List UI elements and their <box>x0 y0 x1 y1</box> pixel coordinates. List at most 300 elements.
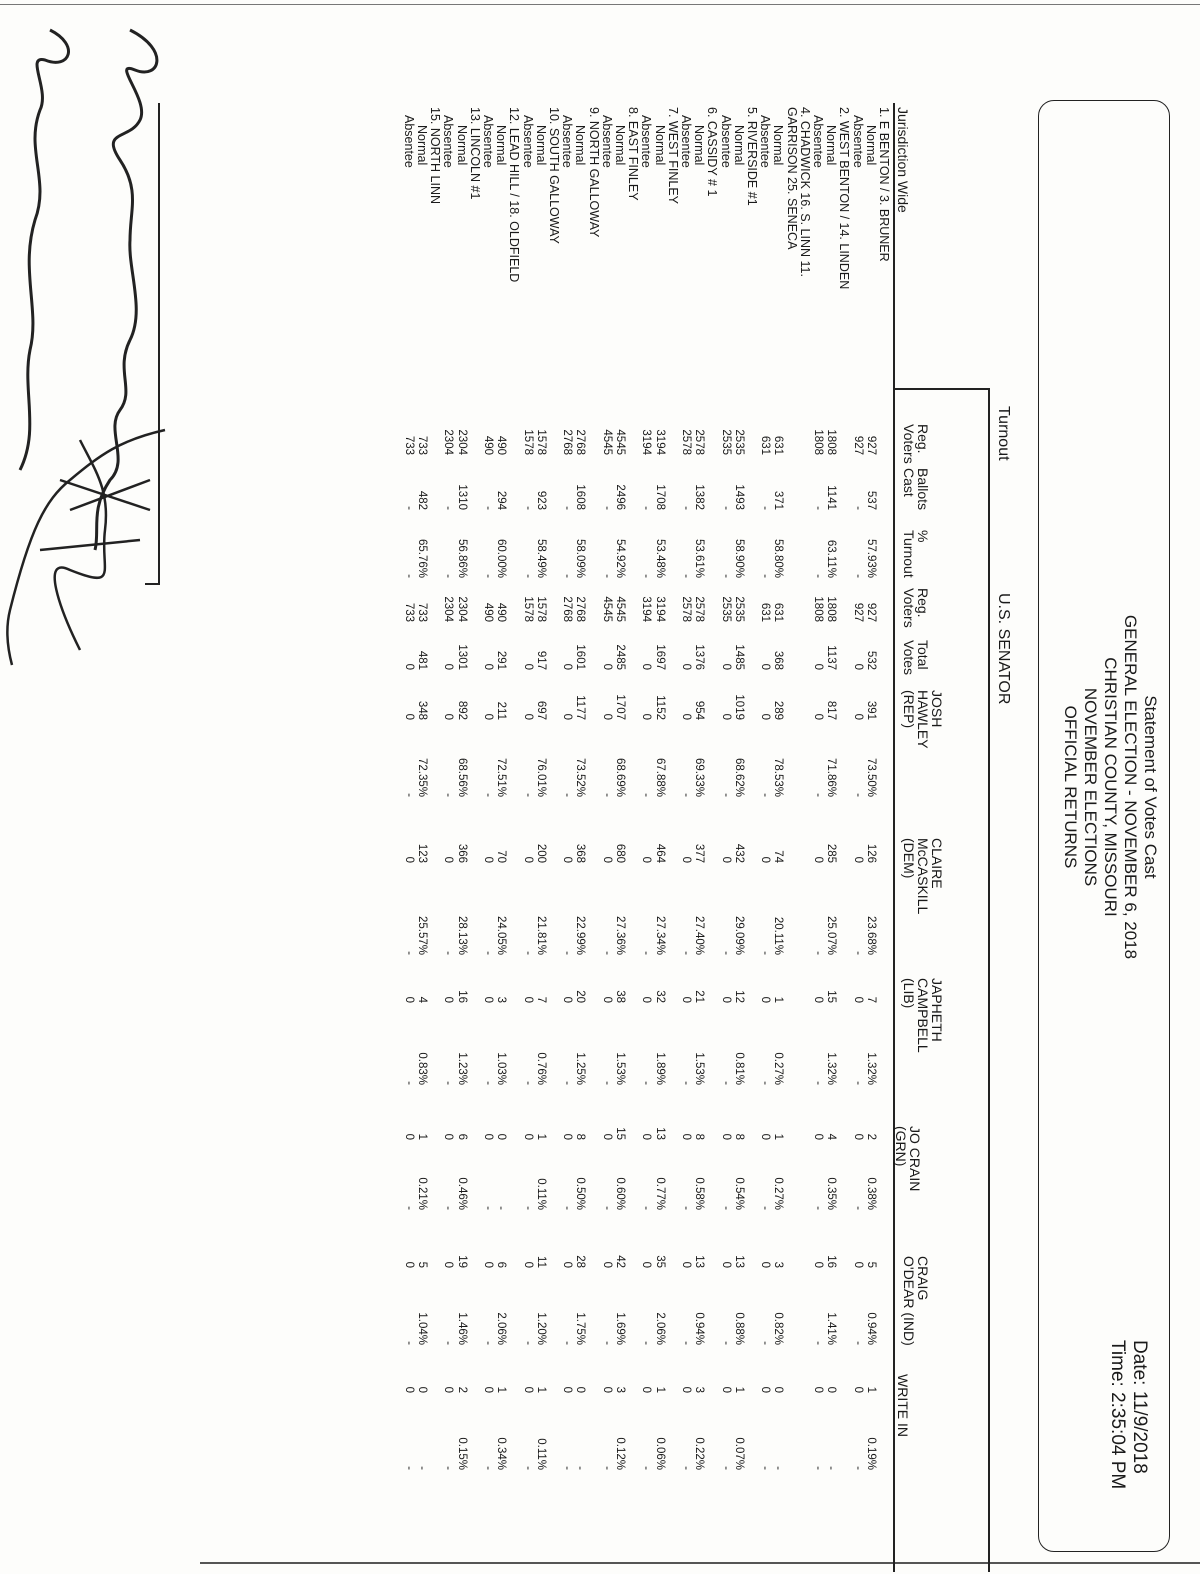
cell-total: 1137 <box>825 645 838 670</box>
cell-campbell: 0 <box>482 996 494 1003</box>
cell-hawley-pct: 73.50% <box>864 757 877 797</box>
cell-campbell-pct: - <box>600 1081 613 1085</box>
cell-reg: 2578 <box>693 429 706 455</box>
cell-writein: 0 <box>600 1386 613 1393</box>
cell-odear-pct: - <box>851 1341 864 1345</box>
cell-crain-pct: - <box>680 1206 692 1210</box>
cell-turnout: 53.48% <box>653 538 666 578</box>
hawley-heading: JOSH HAWLEY (REP) <box>901 690 945 749</box>
cell-odear: 0 <box>600 1261 613 1268</box>
cell-total: 2485 <box>614 644 626 670</box>
cell-crain: 0 <box>495 1133 508 1140</box>
cell-ballots: 1141 <box>825 485 838 510</box>
cell-mccaskill: 126 <box>864 843 877 863</box>
cell-odear-pct: 2.06% <box>653 1312 666 1345</box>
cell-crain: 1 <box>772 1133 785 1140</box>
cell-reg: 631 <box>759 435 772 455</box>
cell-crain-pct: - <box>851 1206 864 1210</box>
cell-reg: 2578 <box>680 429 692 455</box>
cell-crain-pct: - <box>640 1206 653 1210</box>
cell-mccaskill: 200 <box>534 843 547 863</box>
cell-reg: 490 <box>495 435 508 455</box>
cell-odear: 0 <box>482 1261 494 1268</box>
cell-writein: 0 <box>851 1386 864 1393</box>
cell-odear: 0 <box>719 1261 732 1268</box>
cell-ballots: - <box>482 506 494 510</box>
cell-total: 0 <box>812 663 824 670</box>
ballot-type-label: Absentee <box>811 115 825 168</box>
cell-campbell: 0 <box>600 996 613 1003</box>
ballot-type-label: Normal <box>652 125 667 166</box>
cell-campbell-pct: - <box>521 1081 534 1085</box>
cell-total: 917 <box>534 650 547 670</box>
cell-mccaskill-pct: 22.99% <box>574 915 587 955</box>
ballot-type-label: Absentee <box>520 115 535 168</box>
cell-hawley-pct: 72.35% <box>416 757 428 797</box>
cell-hawley: 1177 <box>574 695 587 720</box>
cell-reg: 3194 <box>653 429 666 455</box>
cell-campbell: 0 <box>759 996 772 1003</box>
cell-odear: 11 <box>534 1256 547 1268</box>
cell-hawley-pct: - <box>600 793 613 797</box>
cell-reg: 1808 <box>825 429 838 455</box>
cell-mccaskill: 0 <box>482 856 494 863</box>
cell-writein: 3 <box>693 1386 706 1393</box>
cell-hawley: 0 <box>482 713 494 720</box>
election-name: GENERAL ELECTION - NOVEMBER 6, 2018 <box>1121 614 1140 960</box>
cell-campbell-pct: 0.83% <box>416 1052 428 1085</box>
precinct-name: 9. NORTH GALLOWAY <box>586 107 601 238</box>
returns-label: OFFICIAL RETURNS <box>1061 705 1080 869</box>
cell-reg2: 927 <box>864 602 877 622</box>
cell-writein-pct: - <box>759 1466 772 1470</box>
cell-hawley-pct: - <box>759 793 772 797</box>
cell-mccaskill-pct: - <box>759 951 772 955</box>
report-title: Statement of Votes Cast <box>1141 695 1160 879</box>
cell-crain: 0 <box>482 1133 494 1140</box>
cell-hawley-pct: 68.69% <box>614 757 626 797</box>
cell-turnout: - <box>680 574 692 578</box>
cell-odear: 0 <box>812 1261 824 1268</box>
cell-crain: 13 <box>653 1127 666 1140</box>
cell-campbell: 1 <box>772 996 785 1003</box>
cell-crain-pct: 0.11% <box>534 1178 547 1210</box>
cell-mccaskill: 464 <box>653 843 666 863</box>
cell-reg2: 3194 <box>653 596 666 622</box>
cell-campbell: 20 <box>574 990 587 1003</box>
cell-odear-pct: - <box>759 1341 772 1345</box>
cell-writein: 1 <box>534 1386 547 1393</box>
cell-reg2: 2535 <box>732 596 745 622</box>
cell-writein: 0 <box>772 1386 785 1393</box>
cell-odear: 6 <box>495 1261 508 1268</box>
cell-mccaskill-pct: - <box>442 951 455 955</box>
cell-mccaskill-pct: 20.11% <box>772 916 785 955</box>
cell-writein: 0 <box>574 1386 587 1393</box>
cell-mccaskill: 0 <box>561 856 574 863</box>
cell-writein: 0 <box>825 1386 838 1393</box>
cell-odear: 13 <box>732 1255 745 1268</box>
cell-reg: 3194 <box>640 429 653 455</box>
precinct-name: GARRISON 25. SENECA <box>784 107 799 250</box>
cell-mccaskill: 0 <box>759 856 772 863</box>
cell-crain: 0 <box>442 1133 455 1140</box>
cell-turnout: 58.49% <box>534 538 547 578</box>
total-votes-heading: Total Votes <box>901 640 931 676</box>
cell-total: 532 <box>864 650 877 670</box>
cell-odear: 19 <box>455 1255 468 1268</box>
cell-campbell: 3 <box>495 996 508 1003</box>
precinct-name: 8. EAST FINLEY <box>626 107 641 201</box>
ballot-type-label: Absentee <box>481 115 495 168</box>
cell-turnout: - <box>442 574 455 578</box>
cell-reg: 4545 <box>614 429 626 455</box>
cell-hawley: 0 <box>851 713 864 720</box>
cell-writein: 0 <box>812 1386 824 1393</box>
cell-total: 0 <box>600 663 613 670</box>
cell-hawley: 817 <box>825 700 838 720</box>
cell-writein: 1 <box>864 1386 877 1393</box>
cell-odear: 0 <box>402 1261 415 1268</box>
cell-total: 291 <box>495 650 508 670</box>
cell-reg: 927 <box>851 435 864 455</box>
cell-reg2: 490 <box>495 602 508 622</box>
cell-hawley-pct: - <box>561 793 574 797</box>
cell-campbell-pct: 1.32% <box>864 1052 877 1085</box>
cell-crain: 8 <box>574 1133 587 1140</box>
cell-crain-pct: - <box>600 1206 613 1210</box>
ballot-type-label: Normal <box>533 125 548 166</box>
cell-odear-pct: 1.75% <box>574 1312 587 1345</box>
cell-total: 1485 <box>732 644 745 670</box>
cell-mccaskill-pct: - <box>640 951 653 955</box>
cell-odear: 35 <box>653 1255 666 1268</box>
cell-total: 0 <box>482 663 494 670</box>
cell-reg: 2535 <box>732 429 745 455</box>
cell-odear-pct: 2.06% <box>495 1312 508 1345</box>
cell-ballots: - <box>759 506 772 510</box>
cell-turnout: - <box>759 574 772 578</box>
cell-mccaskill-pct: 25.57% <box>416 915 428 955</box>
cell-writein-pct: 0.19% <box>864 1437 877 1470</box>
cell-writein: 0 <box>402 1386 415 1393</box>
cell-hawley: 0 <box>600 713 613 720</box>
elections-label: NOVEMBER ELECTIONS <box>1081 687 1100 887</box>
cell-mccaskill-pct: 27.34% <box>653 915 666 955</box>
cell-crain-pct: 0.46% <box>455 1177 468 1210</box>
cell-reg2: 2535 <box>719 596 732 622</box>
cell-reg: 4545 <box>600 429 613 455</box>
header-top-rule <box>989 388 991 1572</box>
cell-reg2: 1808 <box>825 596 838 622</box>
cell-writein: 0 <box>561 1386 574 1393</box>
cell-mccaskill-pct: - <box>600 951 613 955</box>
ballot-type-label: Normal <box>613 125 627 166</box>
cell-hawley-pct: - <box>482 793 494 797</box>
cell-writein: 0 <box>521 1386 534 1393</box>
cell-mccaskill-pct: 28.13% <box>455 915 468 955</box>
cell-crain-pct: 0.77% <box>653 1177 666 1210</box>
cell-writein-pct: - <box>600 1466 613 1470</box>
cell-turnout: 58.90% <box>732 538 745 578</box>
cell-turnout: 56.86% <box>455 538 468 578</box>
precinct-name: 1. E BENTON / 3. BRUNER <box>877 107 891 262</box>
cell-crain: 4 <box>825 1133 838 1140</box>
cell-campbell-pct: 1.32% <box>825 1052 838 1085</box>
cell-hawley-pct: 73.52% <box>574 757 587 797</box>
jurisdiction-heading: Jurisdiction Wide <box>895 107 911 213</box>
cell-writein: 1 <box>732 1386 745 1393</box>
cell-odear-pct: - <box>600 1341 613 1345</box>
cell-turnout: 58.09% <box>574 538 587 578</box>
precinct-name: 15. NORTH LINN <box>428 107 443 205</box>
cell-hawley: 954 <box>693 700 706 720</box>
cell-ballots: 294 <box>495 490 508 510</box>
cell-campbell: 12 <box>732 990 745 1003</box>
race-heading: U.S. SENATOR <box>995 593 1012 705</box>
precinct-name: 4. CHADWICK 16. S. LINN 11. <box>797 107 812 277</box>
cell-turnout: 65.76% <box>416 538 428 578</box>
cell-campbell-pct: 1.03% <box>495 1052 508 1085</box>
cell-campbell: 16 <box>455 990 468 1003</box>
cell-mccaskill: 0 <box>719 856 732 863</box>
ballot-type-label: Absentee <box>560 115 575 168</box>
ballot-type-label: Absentee <box>718 115 733 168</box>
cell-odear: 0 <box>442 1261 455 1268</box>
handwritten-signatures <box>5 10 190 670</box>
cell-campbell: 0 <box>640 996 653 1003</box>
cell-hawley-pct: - <box>442 793 455 797</box>
cell-hawley: 0 <box>719 713 732 720</box>
cell-mccaskill-pct: 25.07% <box>825 915 838 955</box>
cell-campbell-pct: - <box>719 1081 732 1085</box>
cell-writein: 0 <box>416 1386 428 1393</box>
cell-odear: 5 <box>416 1261 428 1268</box>
cell-crain-pct: 0.27% <box>772 1177 785 1210</box>
cell-odear: 3 <box>772 1261 785 1268</box>
cell-writein: 0 <box>680 1386 692 1393</box>
cell-mccaskill: 0 <box>851 856 864 863</box>
precinct-name: 7. WEST FINLEY <box>665 107 680 205</box>
cell-total: 481 <box>416 650 428 670</box>
cell-writein-pct: - <box>521 1466 534 1470</box>
cell-hawley-pct: - <box>402 793 415 797</box>
cell-turnout: 57.93% <box>864 538 877 578</box>
cell-writein-pct: - <box>772 1466 785 1470</box>
cell-reg: 1808 <box>812 429 824 455</box>
cell-writein-pct: 0.07% <box>732 1437 745 1470</box>
cell-ballots: - <box>719 506 732 510</box>
cell-mccaskill: 0 <box>680 856 692 863</box>
cell-campbell: 7 <box>864 996 877 1003</box>
cell-total: 0 <box>759 663 772 670</box>
cell-odear-pct: - <box>482 1341 494 1345</box>
cell-hawley-pct: 71.86% <box>825 757 838 797</box>
cell-reg: 1578 <box>534 429 547 455</box>
cell-campbell: 0 <box>561 996 574 1003</box>
cell-writein: 1 <box>495 1386 508 1393</box>
cell-odear: 16 <box>825 1255 838 1268</box>
cell-odear-pct: - <box>719 1341 732 1345</box>
cell-turnout: - <box>812 574 824 578</box>
cell-mccaskill: 74 <box>772 850 785 863</box>
cell-turnout: 58.80% <box>772 538 785 578</box>
cell-total: 0 <box>521 663 534 670</box>
cell-campbell: 0 <box>719 996 732 1003</box>
cell-turnout: 60.00% <box>495 538 508 578</box>
cell-campbell-pct: - <box>640 1081 653 1085</box>
cell-ballots: - <box>812 506 824 510</box>
cell-mccaskill: 0 <box>812 856 824 863</box>
cell-crain-pct: - <box>719 1206 732 1210</box>
cell-writein: 0 <box>442 1386 455 1393</box>
cell-ballots: - <box>600 506 613 510</box>
cell-campbell: 38 <box>614 990 626 1003</box>
cell-odear-pct: 0.94% <box>693 1312 706 1345</box>
cell-mccaskill: 680 <box>614 843 626 863</box>
cell-crain: 0 <box>719 1133 732 1140</box>
cell-turnout: - <box>482 574 494 578</box>
cell-hawley: 391 <box>864 700 877 720</box>
writein-heading: WRITE IN <box>895 1374 911 1437</box>
cell-crain: 15 <box>614 1127 626 1140</box>
cell-hawley-pct: 76.01% <box>534 757 547 797</box>
cell-hawley-pct: - <box>680 793 692 797</box>
cell-reg2: 4545 <box>600 596 613 622</box>
cell-crain: 1 <box>534 1133 547 1140</box>
cell-reg2: 733 <box>402 602 415 622</box>
cell-mccaskill-pct: 24.05% <box>495 915 508 955</box>
cell-writein-pct: - <box>574 1466 587 1470</box>
cell-campbell: 0 <box>402 996 415 1003</box>
cell-hawley: 0 <box>521 713 534 720</box>
cell-turnout: - <box>402 574 415 578</box>
cell-mccaskill-pct: - <box>402 951 415 955</box>
cell-crain-pct: - <box>402 1206 415 1210</box>
ballot-type-label: Absentee <box>850 115 865 168</box>
cell-crain-pct: - <box>495 1206 508 1210</box>
cell-writein-pct: 0.06% <box>653 1437 666 1470</box>
cell-crain-pct: - <box>482 1206 494 1210</box>
cell-reg2: 1578 <box>521 596 534 622</box>
cell-reg2: 4545 <box>614 596 626 622</box>
cell-hawley: 0 <box>442 713 455 720</box>
crain-heading: JO CRAIN (GRN) <box>893 1126 923 1192</box>
cell-ballots: - <box>402 506 415 510</box>
cell-crain: 8 <box>693 1133 706 1140</box>
cell-odear-pct: - <box>812 1341 824 1345</box>
cell-crain: 0 <box>680 1133 692 1140</box>
cell-campbell-pct: - <box>561 1081 574 1085</box>
cell-odear: 0 <box>561 1261 574 1268</box>
cell-hawley-pct: 78.53% <box>772 757 785 797</box>
cell-writein: 0 <box>640 1386 653 1393</box>
cell-total: 368 <box>772 650 785 670</box>
cell-turnout: - <box>561 574 574 578</box>
cell-crain: 0 <box>640 1133 653 1140</box>
ballot-type-label: Absentee <box>441 115 456 168</box>
cell-total: 0 <box>719 663 732 670</box>
cell-odear-pct: 1.04% <box>416 1312 428 1345</box>
turnout-section-heading: Turnout <box>995 406 1012 461</box>
cell-campbell: 32 <box>653 990 666 1003</box>
cell-turnout: 63.11% <box>825 539 838 578</box>
cell-crain-pct: 0.35% <box>825 1177 838 1210</box>
cell-reg2: 1808 <box>812 596 824 622</box>
cell-mccaskill: 368 <box>574 843 587 863</box>
cell-odear: 0 <box>640 1261 653 1268</box>
cell-odear-pct: 1.20% <box>534 1312 547 1345</box>
cell-hawley-pct: 67.88% <box>653 757 666 797</box>
precinct-name: 5. RIVERSIDE #1 <box>745 107 759 206</box>
odear-heading: CRAIG O'DEAR (IND) <box>901 1256 931 1346</box>
cell-campbell-pct: 1.25% <box>574 1052 587 1085</box>
cell-crain: 1 <box>416 1133 428 1140</box>
cell-campbell-pct: 0.76% <box>534 1052 547 1085</box>
cell-turnout: - <box>640 574 653 578</box>
cell-hawley: 0 <box>561 713 574 720</box>
ballot-type-label: Normal <box>494 125 509 166</box>
cell-odear-pct: - <box>680 1341 692 1345</box>
cell-turnout: - <box>851 574 864 578</box>
cell-reg2: 2578 <box>693 596 706 622</box>
cell-writein: 0 <box>719 1386 732 1393</box>
cell-crain: 2 <box>864 1133 877 1140</box>
cell-campbell-pct: 0.27% <box>772 1052 785 1085</box>
cell-hawley-pct: - <box>719 793 732 797</box>
cell-reg2: 3194 <box>640 596 653 622</box>
cell-ballots: 1310 <box>455 484 468 510</box>
cell-mccaskill: 123 <box>416 843 428 863</box>
cell-odear: 0 <box>851 1261 864 1268</box>
cell-campbell: 0 <box>521 996 534 1003</box>
ballot-type-label: Normal <box>415 125 429 166</box>
cell-campbell: 15 <box>825 990 838 1003</box>
cell-mccaskill-pct: - <box>521 951 534 955</box>
cell-hawley-pct: - <box>521 793 534 797</box>
cell-ballots: - <box>851 506 864 510</box>
precinct-name: 13. LINCOLN #1 <box>467 107 482 200</box>
ballot-type-label: Absentee <box>639 115 654 168</box>
cell-crain: 0 <box>521 1133 534 1140</box>
pct-turnout-heading: % Turnout <box>901 530 931 578</box>
cell-mccaskill: 0 <box>402 856 415 863</box>
cell-crain: 0 <box>600 1133 613 1140</box>
cell-odear-pct: - <box>402 1341 415 1345</box>
cell-writein: 3 <box>614 1386 626 1393</box>
cell-total: 1301 <box>455 644 468 670</box>
cell-hawley: 0 <box>402 713 415 720</box>
cell-ballots: 537 <box>864 490 877 510</box>
cell-writein: 0 <box>482 1386 494 1393</box>
cell-reg: 490 <box>482 435 494 455</box>
cell-total: 0 <box>680 663 692 670</box>
cell-total: 0 <box>442 663 455 670</box>
cell-hawley-pct: 68.56% <box>455 757 468 797</box>
cell-hawley-pct: 68.62% <box>732 757 745 797</box>
cell-turnout: - <box>600 574 613 578</box>
cell-writein-pct: - <box>719 1466 732 1470</box>
cell-odear-pct: - <box>521 1341 534 1345</box>
cell-ballots: 923 <box>534 490 547 510</box>
cell-hawley-pct: - <box>851 793 864 797</box>
cell-mccaskill-pct: 27.36% <box>614 915 626 955</box>
cell-reg2: 631 <box>759 602 772 622</box>
cell-writein-pct: 0.15% <box>455 1437 468 1470</box>
cell-reg2: 2304 <box>455 596 468 622</box>
cell-reg: 1578 <box>521 429 534 455</box>
precinct-name: 10. SOUTH GALLOWAY <box>547 107 561 244</box>
